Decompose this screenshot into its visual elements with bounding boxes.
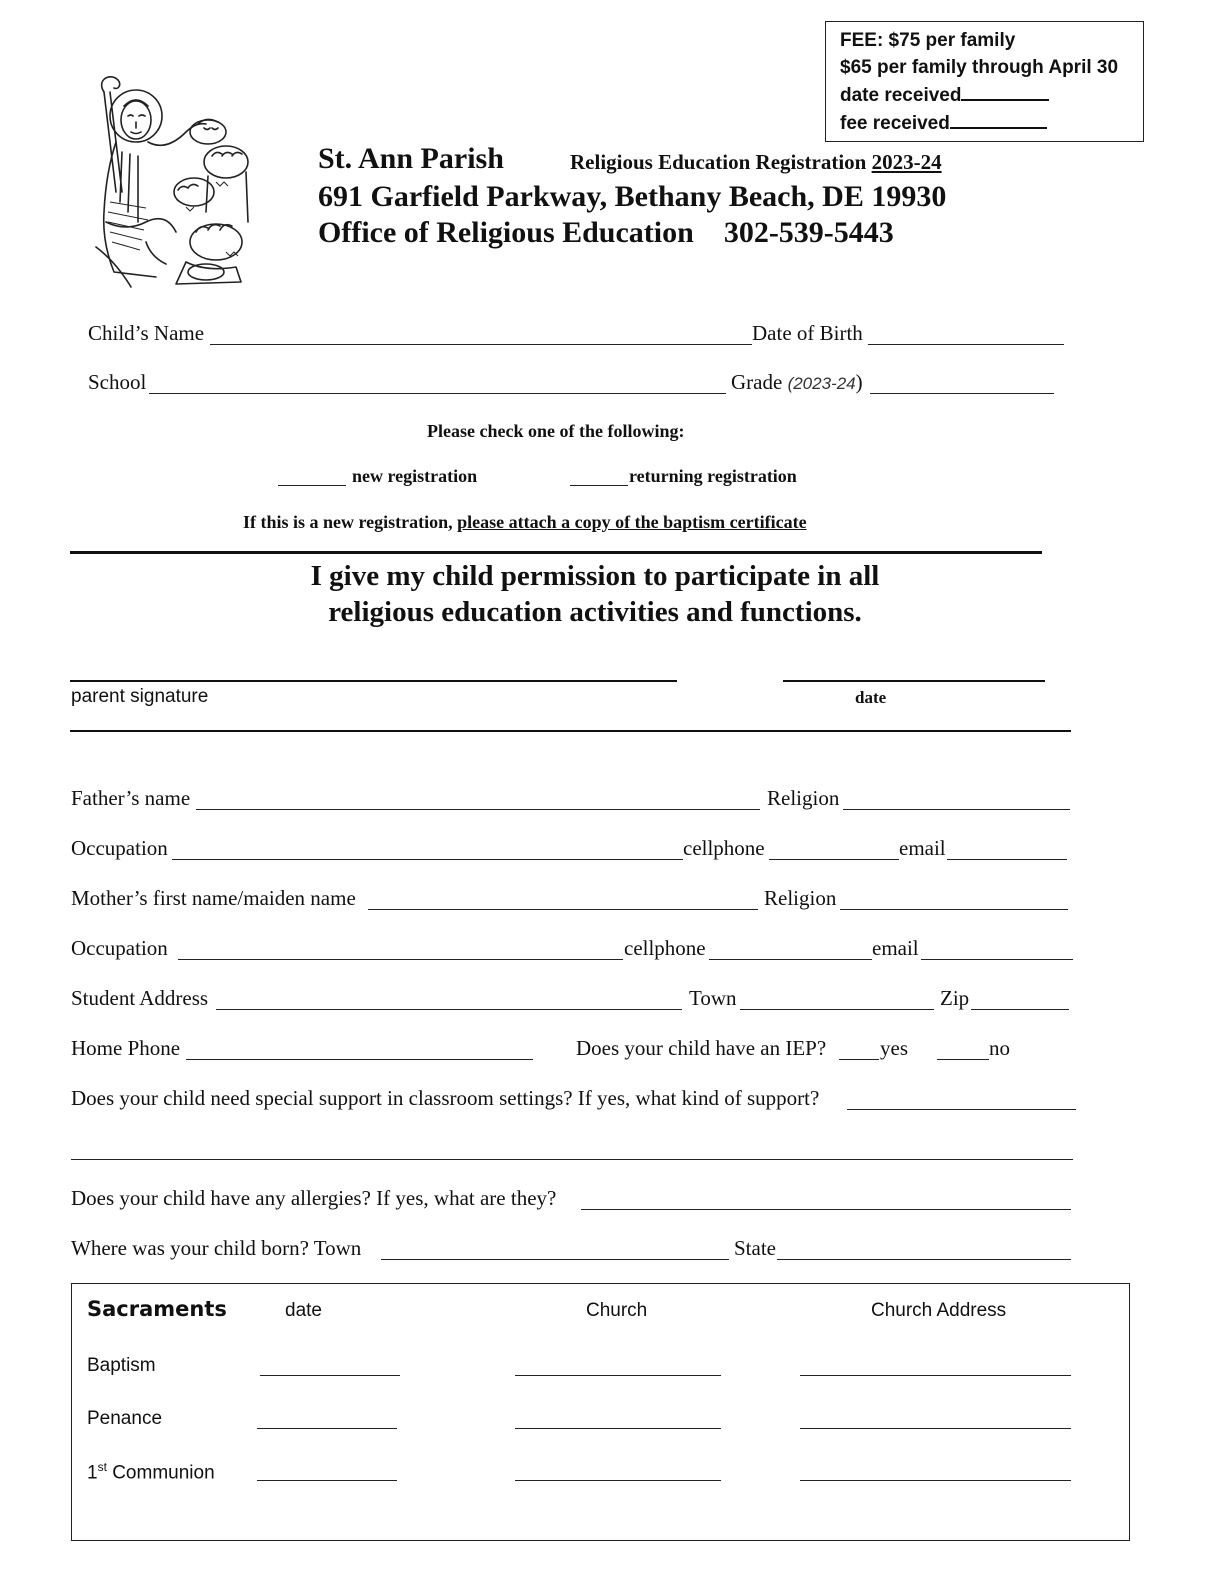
fee-line-2: $65 per family through April 30	[840, 57, 1119, 78]
communion-ordinal: 1	[87, 1462, 98, 1484]
returning-registration-label: returning registration	[629, 466, 797, 486]
section-divider	[70, 551, 1042, 554]
child-name-label: Child’s Name	[88, 321, 205, 345]
father-cellphone-label: cellphone	[683, 836, 765, 860]
birthplace-question: Where was your child born? Town	[71, 1236, 362, 1260]
iep-no-label: no	[989, 1036, 1010, 1060]
registration-title	[570, 150, 942, 175]
registration-label: Religious Education Registration	[570, 150, 867, 174]
fee-line-1: FEE: $75 per family	[840, 30, 1016, 51]
mother-religion-field[interactable]	[840, 909, 1068, 910]
school-field[interactable]	[149, 393, 726, 394]
fee-received-field[interactable]	[950, 109, 1047, 129]
mother-religion-label: Religion	[764, 886, 837, 910]
date-received-field[interactable]	[961, 81, 1049, 101]
new-registration-label: new registration	[352, 466, 478, 486]
signature-date-field[interactable]	[783, 680, 1045, 682]
grade-word: Grade	[731, 370, 783, 394]
sacraments-address-header: Church Address	[871, 1300, 1007, 1321]
permission-line-2: religious education activities and functions.	[328, 596, 862, 628]
sacraments-date-header: date	[285, 1300, 322, 1321]
mother-name-label: Mother’s first name/maiden name	[71, 886, 356, 910]
child-name-field[interactable]	[210, 344, 752, 345]
grade-field[interactable]	[870, 393, 1054, 394]
penance-date-field[interactable]	[257, 1428, 397, 1429]
fee-received-row	[840, 109, 1143, 137]
iep-no-checkbox[interactable]	[937, 1059, 989, 1060]
penance-church-field[interactable]	[515, 1428, 721, 1429]
penance-label: Penance	[87, 1408, 163, 1429]
permission-line-1: I give my child permission to participate in all	[310, 560, 880, 592]
father-religion-label: Religion	[767, 786, 840, 810]
mother-email-field[interactable]	[921, 959, 1073, 960]
town-field[interactable]	[740, 1009, 934, 1010]
father-name-field[interactable]	[196, 809, 760, 810]
zip-field[interactable]	[971, 1009, 1069, 1010]
baptism-note	[243, 512, 807, 533]
iep-yes-label: yes	[880, 1036, 908, 1060]
communion-word: Communion	[112, 1462, 215, 1484]
father-cellphone-field[interactable]	[769, 859, 899, 860]
permission-statement	[70, 558, 1120, 630]
fee-received-label: fee received	[840, 113, 950, 134]
penance-address-field[interactable]	[800, 1428, 1071, 1429]
signature-date-label: date	[855, 688, 887, 707]
communion-superscript: st	[97, 1460, 107, 1474]
mother-cellphone-field[interactable]	[709, 959, 872, 960]
signature-divider	[70, 730, 1071, 732]
baptism-church-field[interactable]	[515, 1375, 721, 1376]
baptism-note-prefix: If this is a new registration,	[243, 512, 458, 532]
parent-signature-label: parent signature	[71, 686, 209, 707]
grade-close: )	[855, 370, 863, 394]
father-religion-field[interactable]	[843, 809, 1070, 810]
grade-year: (2023-24	[787, 374, 856, 393]
baptism-address-field[interactable]	[800, 1375, 1071, 1376]
parish-address: 691 Garfield Parkway, Bethany Beach, DE 19930	[318, 180, 947, 213]
baptism-note-emphasis: please attach a copy of the baptism certificate	[457, 512, 807, 532]
communion-date-field[interactable]	[257, 1480, 397, 1481]
communion-church-field[interactable]	[515, 1480, 721, 1481]
birth-town-field[interactable]	[381, 1259, 729, 1260]
student-address-label: Student Address	[71, 986, 209, 1010]
mother-cellphone-label: cellphone	[624, 936, 706, 960]
father-name-label: Father’s name	[71, 786, 191, 810]
new-registration-checkbox[interactable]	[278, 485, 346, 486]
school-label: School	[88, 370, 147, 394]
birth-state-label: State	[734, 1236, 776, 1260]
student-address-field[interactable]	[216, 1009, 682, 1010]
support-field[interactable]	[847, 1109, 1076, 1110]
mother-email-label: email	[872, 936, 919, 960]
returning-registration-checkbox[interactable]	[570, 485, 628, 486]
allergies-question: Does your child have any allergies? If yes, what are they?	[71, 1186, 557, 1210]
parish-logo	[86, 72, 254, 290]
registration-year: 2023-24	[871, 150, 942, 174]
parish-name: St. Ann Parish	[318, 142, 504, 175]
father-occupation-label: Occupation	[71, 836, 168, 860]
mother-occupation-label: Occupation	[71, 936, 168, 960]
dob-label: Date of Birth	[752, 321, 863, 345]
father-occupation-field[interactable]	[172, 859, 683, 860]
support-question: Does your child need special support in classroom settings? If yes, what kind of support?	[71, 1086, 820, 1110]
father-email-field[interactable]	[947, 859, 1067, 860]
mother-name-field[interactable]	[368, 909, 758, 910]
date-received-label: date received	[840, 85, 962, 106]
office-contact: Office of Religious Education 302-539-5443	[318, 216, 894, 249]
father-email-label: email	[899, 836, 946, 860]
home-phone-label: Home Phone	[71, 1036, 181, 1060]
check-prompt: Please check one of the following:	[427, 421, 685, 441]
zip-label: Zip	[940, 986, 970, 1010]
iep-question: Does your child have an IEP?	[576, 1036, 827, 1060]
communion-address-field[interactable]	[800, 1480, 1071, 1481]
baptism-label: Baptism	[87, 1355, 156, 1376]
sacraments-title: Sacraments	[87, 1297, 227, 1321]
home-phone-field[interactable]	[186, 1059, 533, 1060]
parent-signature-field[interactable]	[70, 680, 677, 682]
allergies-field[interactable]	[581, 1209, 1071, 1210]
birth-state-field[interactable]	[777, 1259, 1071, 1260]
support-field-continued[interactable]	[71, 1159, 1073, 1160]
iep-yes-checkbox[interactable]	[839, 1059, 879, 1060]
grade-label	[731, 370, 863, 395]
date-received-row	[840, 81, 1143, 109]
dob-field[interactable]	[868, 344, 1064, 345]
sacraments-box	[71, 1283, 1130, 1541]
fee-box	[825, 21, 1144, 142]
baptism-date-field[interactable]	[260, 1375, 400, 1376]
town-label: Town	[689, 986, 737, 1010]
sacraments-church-header: Church	[586, 1300, 648, 1321]
communion-label	[87, 1460, 215, 1484]
mother-occupation-field[interactable]	[178, 959, 623, 960]
